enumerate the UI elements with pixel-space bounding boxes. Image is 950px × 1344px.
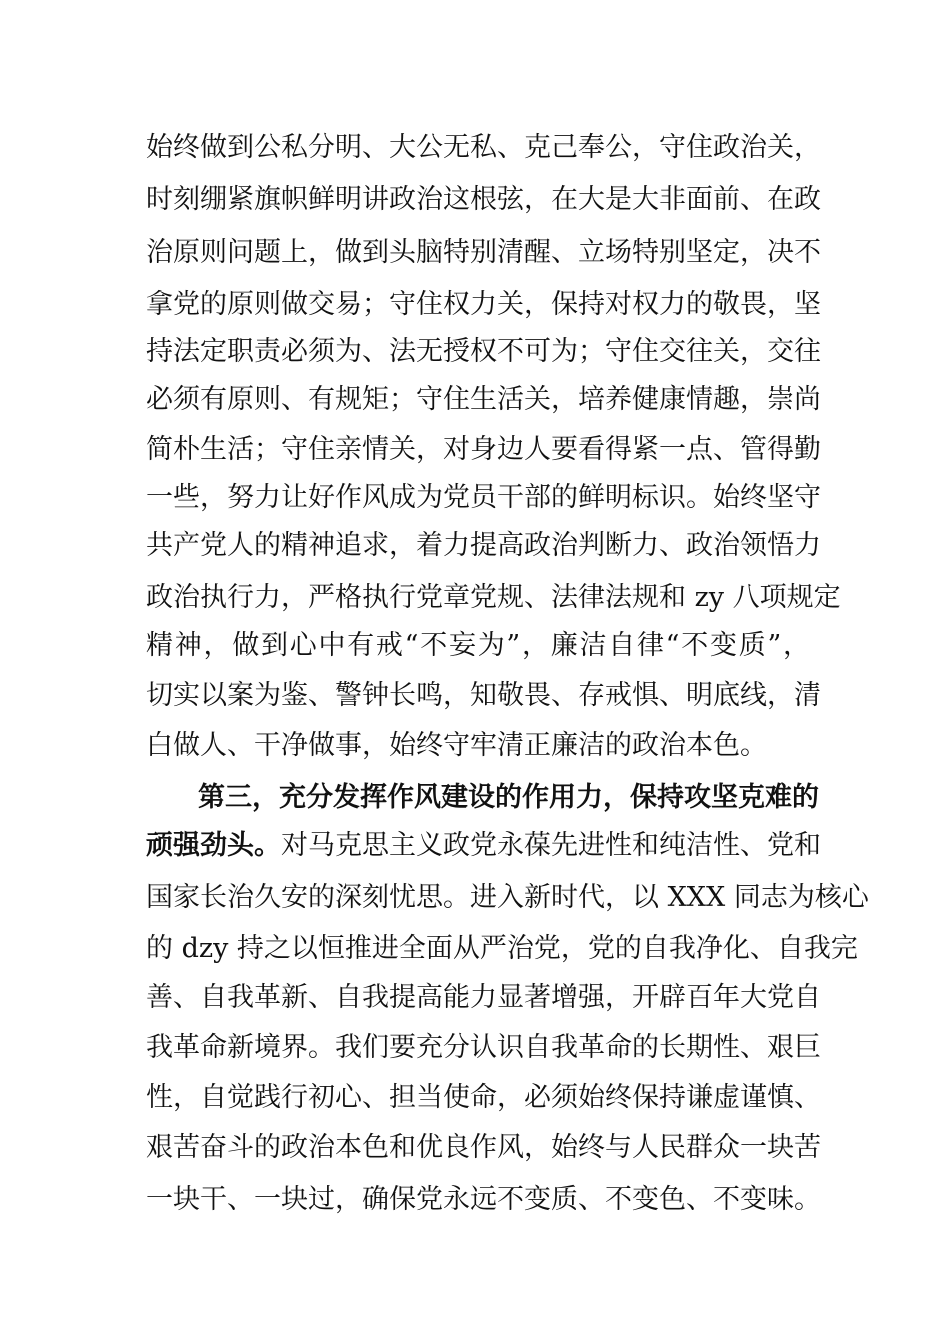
paragraph-2-line-3: 国家长治久安的深刻忧思。进入新时代，以 XXX 同志为核心 <box>146 882 869 913</box>
paragraph-2-line-8: 艰苦奋斗的政治本色和优良作风，始终与人民群众一块苦 <box>146 1132 821 1163</box>
paragraph-2-line-2-rest: 对马克思主义政党永葆先进性和纯洁性、党和 <box>281 830 821 861</box>
paragraph-1-line-5: 持法定职责必须为、法无授权不可为；守住交往关，交往 <box>146 336 821 367</box>
paragraph-2-line-2 <box>146 826 821 866</box>
paragraph-1-line-10: 政治执行力，严格执行党章党规、法律法规和 zy 八项规定 <box>146 582 841 613</box>
paragraph-1-line-3: 治原则问题上，做到头脑特别清醒、立场特别坚定，决不 <box>146 237 821 268</box>
paragraph-1-line-4: 拿党的原则做交易；守住权力关，保持对权力的敬畏，坚 <box>146 289 821 320</box>
section-heading-line-1: 第三，充分发挥作风建设的作用力，保持攻坚克难的 <box>198 782 819 813</box>
paragraph-1-line-7: 简朴生活；守住亲情关，对身边人要看得紧一点、管得勤 <box>146 434 821 465</box>
paragraph-1-line-12: 切实以案为鉴、警钟长鸣，知敬畏、存戒惧、明底线，清 <box>146 680 821 711</box>
section-heading-line-2: 顽强劲头。 <box>146 830 281 861</box>
paragraph-1-line-6: 必须有原则、有规矩；守住生活关，培养健康情趣，崇尚 <box>146 384 821 415</box>
paragraph-1-line-13: 白做人、干净做事，始终守牢清正廉洁的政治本色。 <box>146 730 767 761</box>
paragraph-1-line-8: 一些，努力让好作风成为党员干部的鲜明标识。始终坚守 <box>146 482 821 513</box>
paragraph-1-line-9: 共产党人的精神追求，着力提高政治判断力、政治领悟力 <box>146 530 821 561</box>
paragraph-1-line-11: 精神，做到心中有戒“不妄为”，廉洁自律“不变质”， <box>146 630 810 661</box>
paragraph-2-line-5: 善、自我革新、自我提高能力显著增强，开辟百年大党自 <box>146 982 821 1013</box>
paragraph-1-line-1: 始终做到公私分明、大公无私、克己奉公，守住政治关， <box>146 132 821 163</box>
paragraph-2-line-7: 性，自觉践行初心、担当使命，必须始终保持谦虚谨慎、 <box>146 1082 821 1113</box>
paragraph-2-line-6: 我革命新境界。我们要充分认识自我革命的长期性、艰巨 <box>146 1032 821 1063</box>
paragraph-2-line-9: 一块干、一块过，确保党永远不变质、不变色、不变味。 <box>146 1184 821 1215</box>
paragraph-2-line-4: 的 dzy 持之以恒推进全面从严治党，党的自我净化、自我完 <box>146 933 858 964</box>
paragraph-1-line-2: 时刻绷紧旗帜鲜明讲政治这根弦，在大是大非面前、在政 <box>146 184 821 215</box>
